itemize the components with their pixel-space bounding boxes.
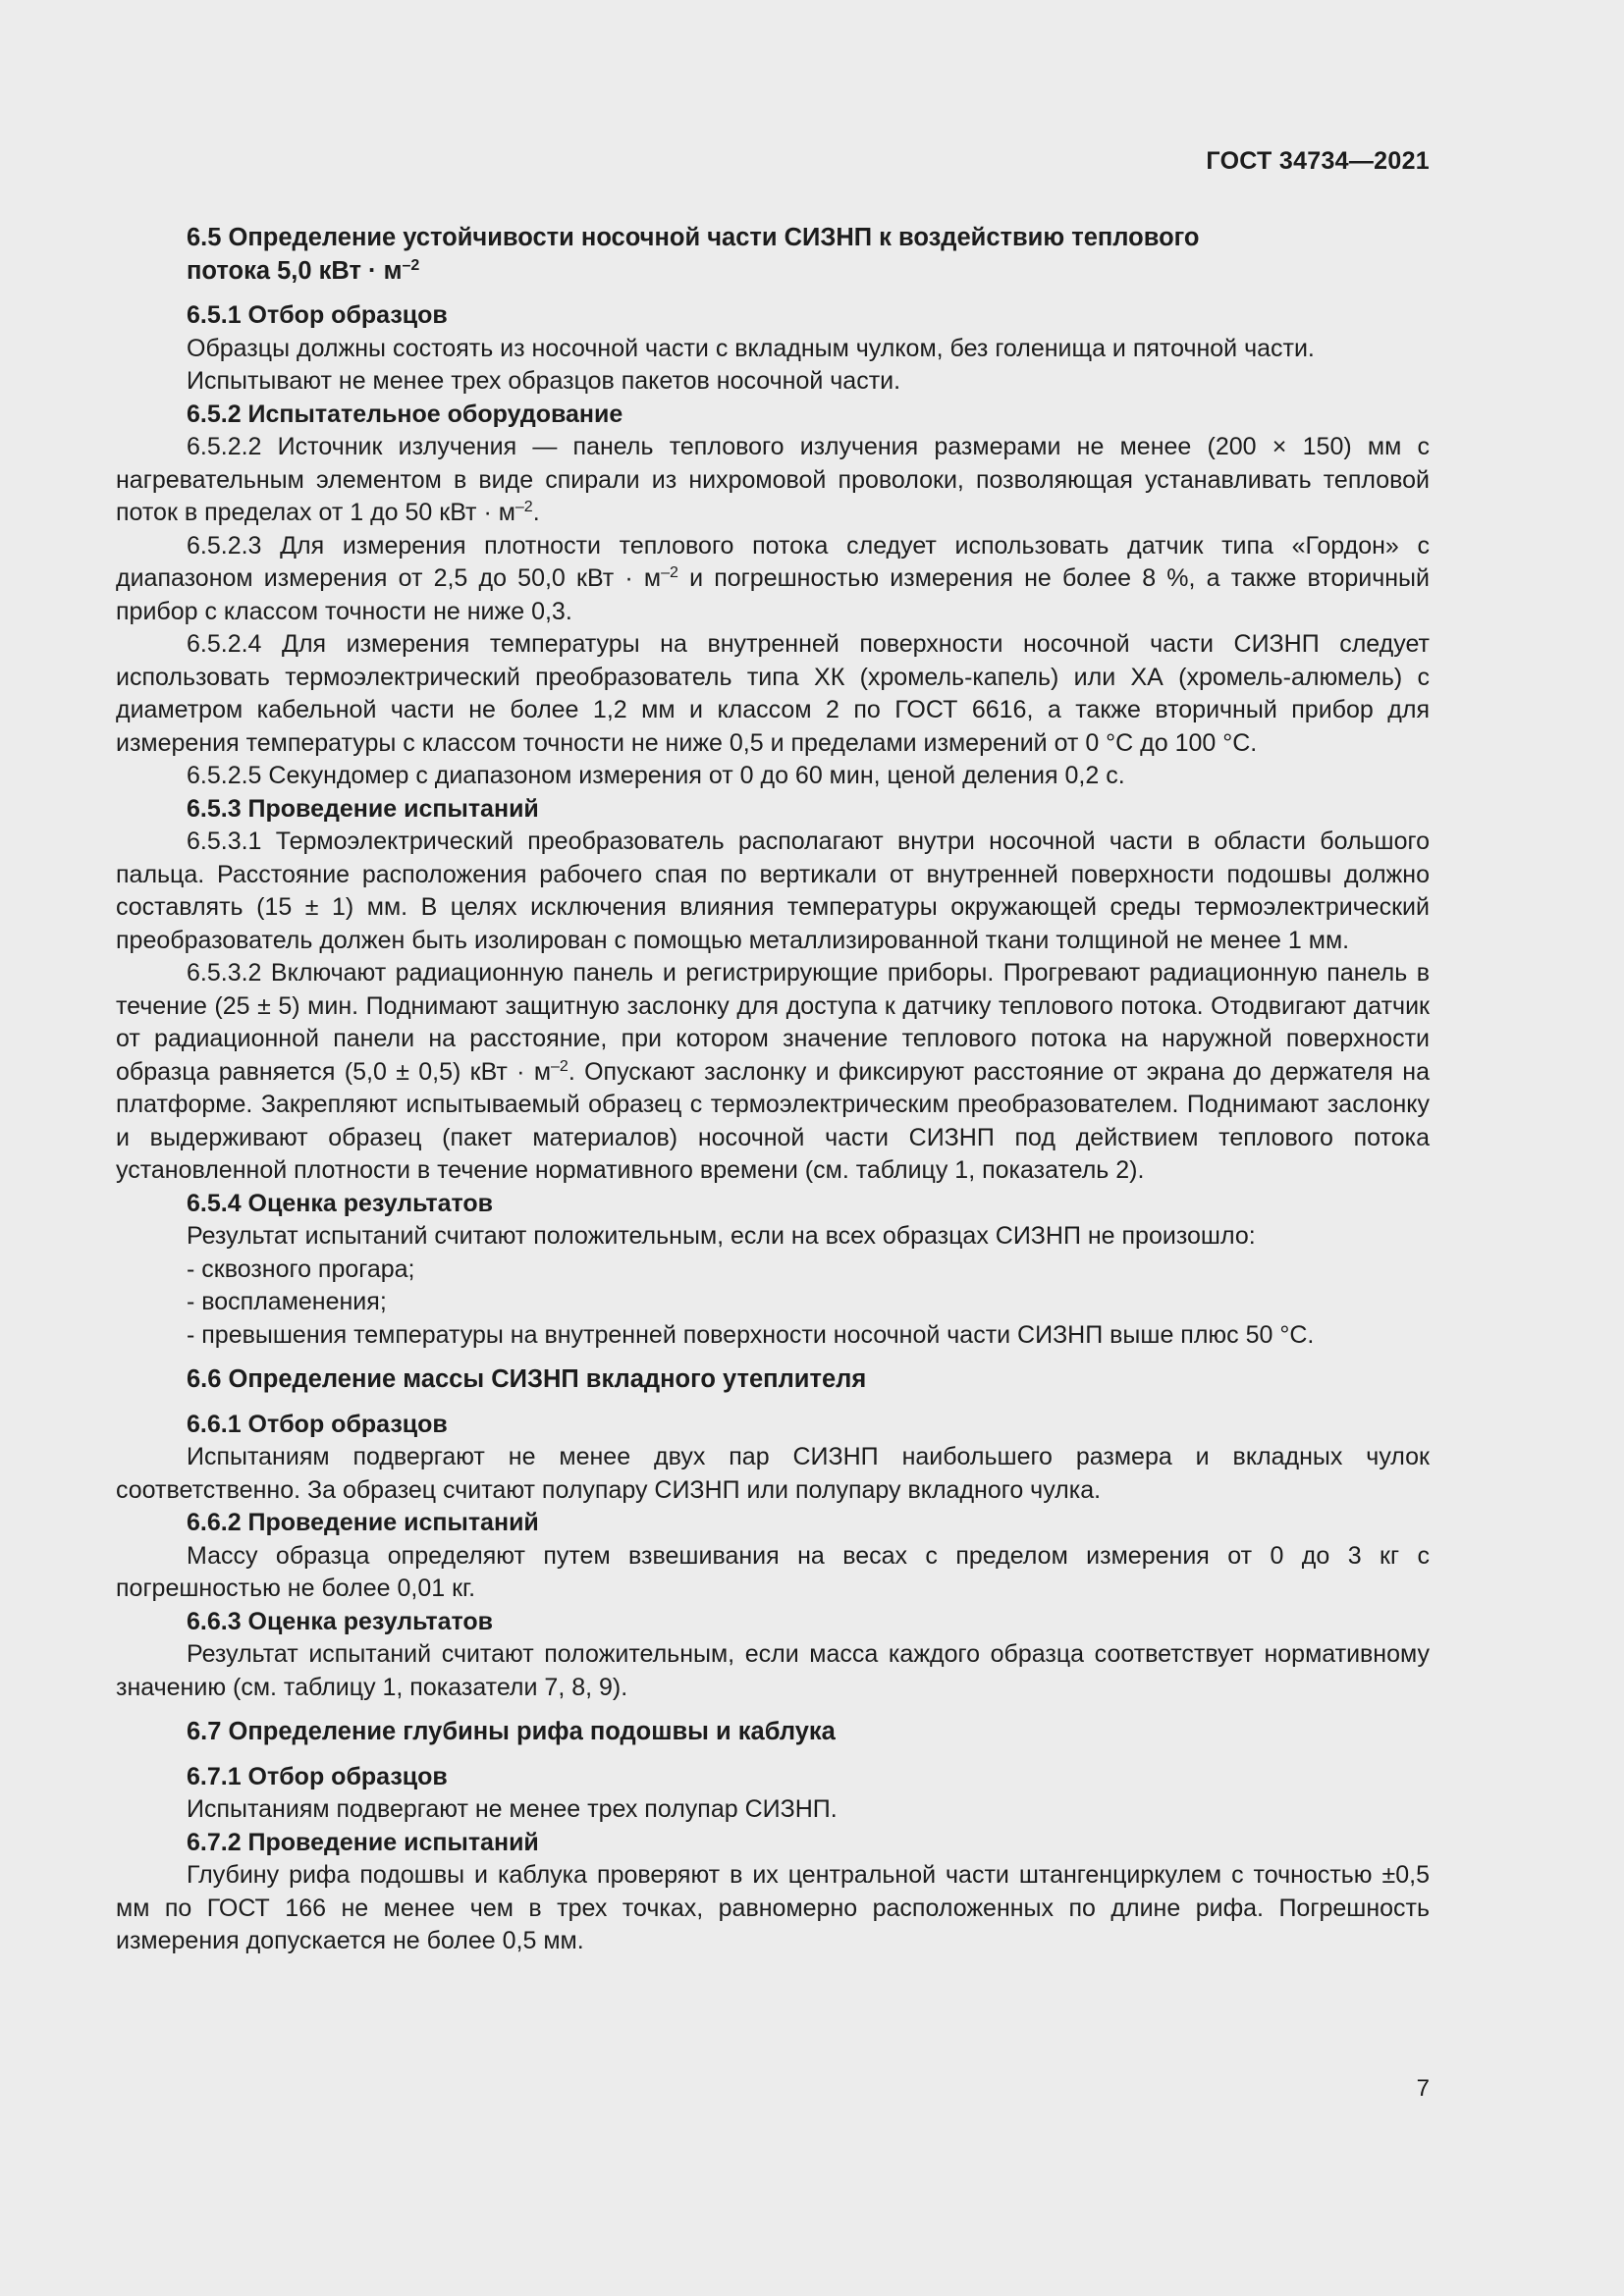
section-6-7-2-title: 6.7.2 Проведение испытаний xyxy=(187,1828,539,1856)
section-6-5-2-2-exponent: –2 xyxy=(514,499,533,515)
section-6-5-4-para: Результат испытаний считают положительным, если на всех образцах СИЗНП не произошло: xyxy=(187,1222,1256,1250)
section-6-5-2-2 xyxy=(116,431,1430,530)
section-6-5-3-2-end: . Опускают заслонку и фиксируют расстояние от экрана до держателя на платформе. Закрепляют испытываемый образец с термоэлектрическим преобразователем. Поднимают заслонку и выдерживают образец (пакет материалов) носочной части СИЗНП под действием теплового потока установленной плотности в течение нормативного времени (см. таблицу 1, показатель 2). xyxy=(116,1057,1430,1184)
list-item: - сквозного прогара; xyxy=(187,1255,415,1283)
section-6-7-1-title: 6.7.1 Отбор образцов xyxy=(187,1762,448,1790)
section-6-5-2-2-end: . xyxy=(532,499,540,526)
section-6-5-1-title: 6.5.1 Отбор образцов xyxy=(187,301,448,329)
section-6-7-1-para: Испытаниям подвергают не менее трех полупар СИЗНП. xyxy=(187,1795,838,1823)
section-6-6-1-para: Испытаниям подвергают не менее двух пар СИЗНП наибольшего размера и вкладных чулок соответственно. За образец считают полупару СИЗНП или полупару вкладного чулка. xyxy=(116,1443,1430,1504)
section-6-5-1-para-2: Испытывают не менее трех образцов пакетов носочной части. xyxy=(187,367,901,395)
section-6-5-3-title: 6.5.3 Проведение испытаний xyxy=(187,794,539,823)
section-6-5-3-2-text: 6.5.3.2 Включают радиационную панель и регистрирующие приборы. Прогревают радиационную панель в течение (25 ± 5) мин. Поднимают защитную заслонку для доступа к датчику теплового потока. Отодвигают датчик от радиационной панели на расстояние, при котором значение теплового потока на наружной поверхности образца равняется (5,0 ± 0,5) кВт · м xyxy=(116,959,1430,1086)
section-6-7-2-para: Глубину рифа подошвы и каблука проверяют в их центральной части штангенциркулем с точностью ±0,5 мм по ГОСТ 166 не менее чем в трех точках, равномерно расположенных по длине рифа. Погрешность измерения допускается не более 0,5 мм. xyxy=(116,1861,1430,1954)
section-6-5-3-2 xyxy=(116,957,1430,1188)
document-body xyxy=(116,222,1430,1958)
section-6-5-2-3-exponent: –2 xyxy=(661,564,678,581)
section-6-7-title: 6.7 Определение глубины рифа подошвы и каблука xyxy=(187,1718,836,1745)
section-6-6-3-title: 6.6.3 Оценка результатов xyxy=(187,1607,494,1635)
section-6-6-2-para: Массу образца определяют путем взвешивания на весах с пределом измерения от 0 до 3 кг с погрешностью не более 0,01 кг. xyxy=(116,1541,1430,1602)
section-6-6-3-para: Результат испытаний считают положительным, если масса каждого образца соответствует нормативному значению (см. таблицу 1, показатели 7, 8, 9). xyxy=(116,1640,1430,1701)
section-6-5-4-title: 6.5.4 Оценка результатов xyxy=(187,1189,494,1217)
document-code: ГОСТ 34734—2021 xyxy=(1206,147,1430,175)
section-6-5-3-1: 6.5.3.1 Термоэлектрический преобразователь располагают внутри носочной части в области большого пальца. Расстояние расположения рабочего спая по вертикали от внутренней поверхности подошвы должно составлять (15 ± 1) мм. В целях исключения влияния температуры окружающей среды термоэлектрический преобразователь должен быть изолирован с помощью металлизированной ткани толщиной не менее 1 мм. xyxy=(116,828,1430,954)
page-number: 7 xyxy=(1416,2075,1430,2102)
section-6-5-title-line2: потока 5,0 кВт · м xyxy=(187,256,403,285)
section-6-5-2-5: 6.5.2.5 Секундомер с диапазоном измерения от 0 до 60 мин, ценой деления 0,2 с. xyxy=(187,762,1125,789)
list-item: - превышения температуры на внутренней поверхности носочной части СИЗНП выше плюс 50 °С. xyxy=(187,1320,1315,1349)
section-6-5-2-title: 6.5.2 Испытательное оборудование xyxy=(187,400,623,428)
section-6-5-title-line1: 6.5 Определение устойчивости носочной части СИЗНП к воздействию теплового xyxy=(187,224,1200,251)
section-6-6-2-title: 6.6.2 Проведение испытаний xyxy=(187,1509,539,1536)
section-6-6-1-title: 6.6.1 Отбор образцов xyxy=(187,1410,448,1438)
section-6-5-2-2-text: 6.5.2.2 Источник излучения — панель теплового излучения размерами не менее (200 × 150) мм с нагревательным элементом в виде спирали из нихромовой проволоки, позволяющая устанавливать тепловой поток в пределах от 1 до 50 кВт · м xyxy=(116,433,1430,526)
section-6-5-exponent: –2 xyxy=(402,256,420,274)
section-6-5-title xyxy=(116,222,1430,288)
section-6-5-2-4: 6.5.2.4 Для измерения температуры на внутренней поверхности носочной части СИЗНП следует использовать термоэлектрический преобразователь типа ХК (хромель-капель) или ХА (хромель-алюмель) с диаметром кабельной части не более 1,2 мм и классом 2 по ГОСТ 6616, а также вторичный прибор для измерения температуры с классом точности не ниже 0,5 и пределами измерений от 0 °С до 100 °С. xyxy=(116,630,1430,757)
section-6-5-2-3-text: 6.5.2.3 Для измерения плотности теплового потока следует использовать датчик типа «Гордон» с диапазоном измерения от 2,5 до 50,0 кВт · м xyxy=(116,531,1430,592)
section-6-5-2-3 xyxy=(116,530,1430,629)
section-6-5-2-3-end: и погрешностью измерения не более 8 %, а также вторичный прибор с классом точности не ниже 0,3. xyxy=(116,564,1430,625)
section-6-6-title: 6.6 Определение массы СИЗНП вкладного утеплителя xyxy=(187,1365,867,1393)
section-6-5-3-2-exponent: –2 xyxy=(551,1057,568,1075)
list-item: - воспламенения; xyxy=(187,1288,387,1315)
section-6-5-1-para-1: Образцы должны состоять из носочной части с вкладным чулком, без голенища и пяточной части. xyxy=(187,334,1315,362)
